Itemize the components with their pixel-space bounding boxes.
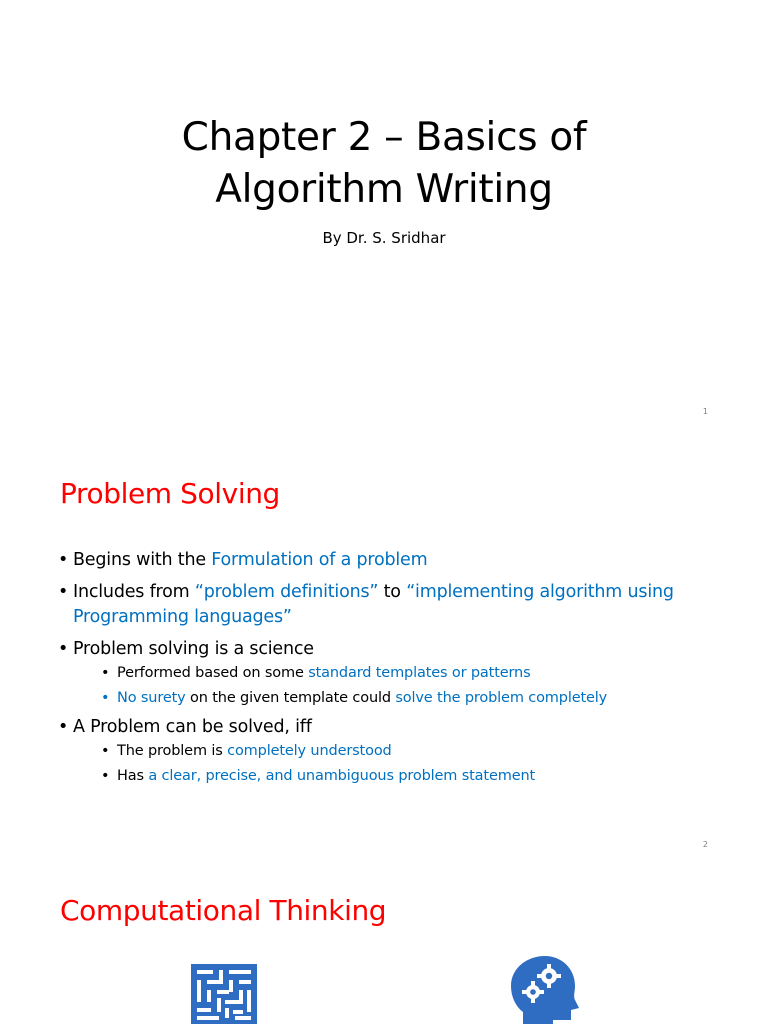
sub-list	[73, 741, 708, 786]
slide-1-title	[0, 112, 768, 216]
sub-list-item	[73, 741, 708, 761]
highlight-text: standard templates or patterns	[308, 665, 531, 681]
bullet-marker: •	[58, 550, 69, 570]
highlight-text: a clear, precise, and unambiguous problem statement	[148, 768, 536, 784]
bullet-text: Begins with the	[73, 550, 212, 570]
list-item	[58, 548, 708, 573]
slide-3-title: Computational Thinking	[60, 894, 387, 927]
bullet-text: Includes from	[73, 582, 195, 602]
bullet-marker: •	[101, 690, 110, 706]
highlight-text: completely understood	[227, 743, 392, 759]
page-number: 1	[702, 407, 708, 416]
slide-1	[0, 0, 768, 432]
title-line-2: Algorithm Writing	[215, 167, 553, 212]
highlight-text: No surety	[117, 690, 186, 706]
bullet-text: Problem solving is a science	[73, 639, 314, 659]
bullet-text: The problem is	[117, 743, 228, 759]
highlight-text: “implementing algorithm using Programming languages”	[73, 582, 674, 627]
highlight-text: solve the problem completely	[395, 690, 608, 706]
sub-list-item	[73, 663, 708, 683]
slide-2	[0, 432, 768, 864]
sub-list	[73, 663, 708, 708]
list-item	[58, 637, 708, 708]
list-item	[58, 715, 708, 786]
bullet-marker: •	[58, 717, 69, 737]
slide-2-title: Problem Solving	[60, 477, 280, 510]
sub-list-item	[73, 766, 708, 786]
bullet-marker: •	[101, 743, 110, 759]
head-gears-icon	[509, 954, 581, 1024]
highlight-text: Formulation of a problem	[211, 550, 428, 570]
bullet-list	[58, 548, 708, 793]
sub-list-item	[73, 688, 708, 708]
bullet-text: Performed based on some	[117, 665, 309, 681]
maze-icon	[191, 964, 257, 1024]
bullet-marker: •	[101, 665, 110, 681]
slide-3	[0, 864, 768, 1024]
author-subtitle: By Dr. S. Sridhar	[322, 229, 446, 247]
list-item	[58, 580, 708, 630]
bullet-text: on the given template could	[185, 690, 396, 706]
bullet-marker: •	[101, 768, 110, 784]
bullet-text: to	[378, 582, 407, 602]
highlight-text: “problem definitions”	[194, 582, 379, 602]
page-number: 2	[702, 840, 708, 849]
title-line-1: Chapter 2 – Basics of	[181, 115, 587, 160]
bullet-marker: •	[58, 582, 69, 602]
bullet-text: Has	[117, 768, 149, 784]
bullet-marker: •	[58, 639, 69, 659]
bullet-text: A Problem can be solved, iff	[73, 717, 312, 737]
